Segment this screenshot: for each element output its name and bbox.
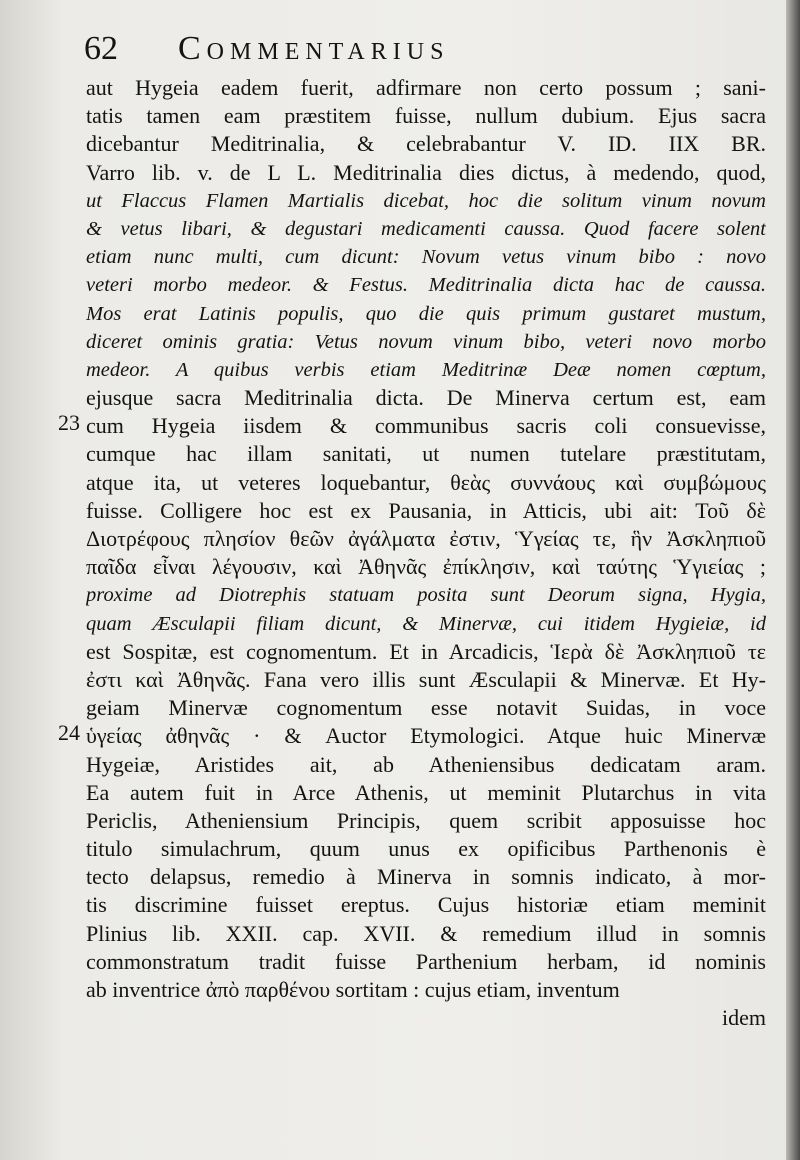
text-line: proxime ad Diotrephis statuam posita sunt Deorum signa, Hygia, [86,584,766,607]
running-head: Commentarius [178,30,450,67]
text-line: tatis tamen eam præstitem fuisse, nullum dubium. Ejus sacra [86,103,766,129]
text-line: ἐστι καὶ Ἀθηνᾶς. Fana vero illis sunt Æsculapii & Minervæ. Et Hy- [86,666,766,692]
text-line: veteri morbo medeor. & Festus. Meditrinalia dicta hac de caussa. [86,274,766,297]
text-line: ejusque sacra Meditrinalia dicta. De Minerva certum est, eam [86,385,766,411]
text-line: etiam nunc multi, cum dicunt: Novum vetus vinum bibo : novo [86,246,766,269]
text-line: Varro lib. v. de L L. Meditrinalia dies dictus, à medendo, quod, [86,159,766,185]
text-line: dicebantur Meditrinalia, & celebrabantur V. ID. IIX BR. [86,131,766,157]
body-text [86,74,766,1032]
margin-note-24: 24 [58,720,80,745]
text-line: est Sospitæ, est cognomentum. Et in Arcadicis, Ἱερὰ δὲ Ἀσκληπιοῦ τε [86,638,766,664]
text-line: aut Hygeia eadem fuerit, adfirmare non certo possum ; sani- [86,75,766,100]
text-line: titulo simulachrum, quum unus ex opificibus Parthenonis è [86,836,766,862]
text-line: Διοτρέφους πλησίον θεῶν ἀγάλματα ἐστιν, Ὑγείας τε, ἣν Ἀσκληπιοῦ [86,526,766,551]
text-line: παῖδα εἶναι λέγουσιν, καὶ Ἀθηνᾶς ἐπίκλησιν, καὶ ταύτης Ὑγιείας ; [86,554,766,580]
text-line: ab inventrice ἀπὸ παρθένου sortitam : cujus etiam, inventum [86,977,620,1002]
page-number: 62 [84,30,118,67]
text-line: quam Æsculapii filiam dicunt, & Minervæ, cui itidem Hygieiæ, id [86,612,766,635]
text-line: tis discrimine fuisset ereptus. Cujus historiæ etiam meminit [86,892,766,918]
page-edge-shadow [786,0,800,1160]
text-line: diceret ominis gratia: Vetus novum vinum bibo, veteri novo morbo [86,330,766,353]
text-line: Mos erat Latinis populis, quo die quis primum gustaret mustum, [86,302,766,325]
text-line: ὑγείας ἀθηνᾶς · & Auctor Etymologici. Atque huic Minervæ [86,723,766,749]
text-line: ut Flaccus Flamen Martialis dicebat, hoc die solitum vinum novum [86,189,766,212]
text-line: Hygeiæ, Aristides ait, ab Atheniensibus dedicatam aram. [86,751,766,777]
text-line: Periclis, Atheniensium Principis, quem scribit apposuisse hoc [86,807,766,833]
catchword: idem [722,1005,766,1031]
text-line: geiam Minervæ cognomentum esse notavit Suidas, in voce [86,695,766,721]
text-line: atque ita, ut veteres loquebantur, θεὰς συννάους καὶ συμβώμους [86,469,766,495]
text-line: Ea autem fuit in Arce Athenis, ut meminit Plutarchus in vita [86,779,766,805]
text-line: commonstratum tradit fuisse Parthenium herbam, id nominis [86,948,766,974]
text-line: fuisse. Colligere hoc est ex Pausania, in Atticis, ubi ait: Τοῦ δὲ [86,497,766,523]
text-line: tecto delapsus, remedio à Minerva in somnis indicato, à mor- [86,864,766,890]
text-line: medeor. A quibus verbis etiam Meditrinæ Deæ nomen cœptum, [86,358,766,381]
margin-note-23: 23 [58,410,80,435]
text-line: Plinius lib. XXII. cap. XVII. & remedium illud in somnis [86,920,766,946]
page-header [84,30,644,74]
text-line: & vetus libari, & degustari medicamenti caussa. Quod facere solent [86,217,766,240]
text-line: cum Hygeia iisdem & communibus sacris coli consuevisse, [86,413,766,439]
text-line: cumque hac illam sanitati, ut numen tutelare præstitutam, [86,441,766,467]
